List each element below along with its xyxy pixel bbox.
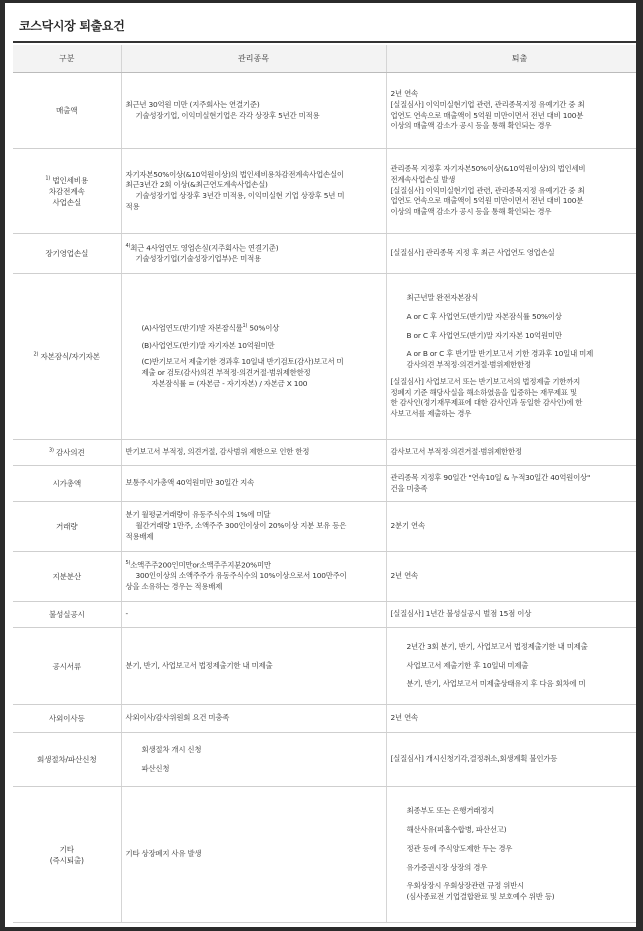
footnote-marker: 4) — [125, 242, 131, 249]
management-cell: $^{5)}$소액주주200인미만or소액주주지분20%미만 300인이상의 소액주주가 유동주식수의 10%이상으로서 100만주이 상을 소유하는 경우는 적용배제 — [121, 552, 386, 602]
footnote-marker: 1) — [45, 174, 51, 181]
header-delisting: 퇴출 — [386, 45, 636, 73]
table-row — [13, 234, 636, 274]
delisting-cell: 최종부도 또는 은행거래정지 해산사유(피흡수합병, 파산선고) 정관 등에 주식양도제한 두는 경우 유가증권시장 상장의 경우 우회상장시 우회상장관련 규정 위반시 (심사종료전 기업결합완료 및 보호예수 위반 등) — [386, 787, 636, 923]
management-cell: 자기자본50%이상(&10억원이상)의 법인세비용차감전계속사업손실이 최근3년간 2회 이상(&최근연도계속사업손실) 기술성장기업 상장후 3년간 미적용, 이익미실현 기업 상장후 5년 미 적용 — [121, 149, 386, 234]
row-category: $^{3)}$ 감사의견 — [13, 440, 121, 466]
table-row — [13, 73, 636, 149]
row-category: 기타 (즉시퇴출) — [13, 787, 121, 923]
table-row — [13, 440, 636, 466]
row-category: 사외이사등 — [13, 705, 121, 733]
row-category: 시가총액 — [13, 466, 121, 502]
table-row — [13, 628, 636, 705]
delisting-cell: [실질심사] 관리종목 지정 후 최근 사업연도 영업손실 — [386, 234, 636, 274]
delisting-cell: 2년 연속 — [386, 705, 636, 733]
management-cell: 회생절차 개시 신청 파산신청 — [121, 733, 386, 787]
row-category: 회생절차/파산신청 — [13, 733, 121, 787]
management-cell: $^{4)}$최근 4사업연도 영업손실(지주회사는 연결기준) 기술성장기업(기술성장기업부)은 미적용 — [121, 234, 386, 274]
delisting-cell: 2년간 3회 분기, 반기, 사업보고서 법정제출기한 내 미제출 사업보고서 제출기한 후 10일내 미제출 분기, 반기, 사업보고서 미제출상태유지 후 다음 회차에 미 — [386, 628, 636, 705]
management-cell: 반기보고서 부적정, 의견거절, 감사범위 제한으로 인한 한정 — [121, 440, 386, 466]
footnote-marker: 5) — [125, 560, 131, 567]
management-cell: 분기 월평균거래량이 유동주식수의 1%에 미달 월간거래량 1만주, 소액주주 300인이상이 20%이상 지분 보유 등은 적용배제 — [121, 502, 386, 552]
capital-erosion-condition: (A)사업연도(반기)말 자본잠식률$^{1)}$ 50%이상 — [141, 323, 280, 333]
row-category: 공시서류 — [13, 628, 121, 705]
title-divider — [13, 41, 636, 43]
management-cell: 보통주시가총액 40억원미만 30일간 지속 — [121, 466, 386, 502]
row-category: $^{2)}$ 자본잠식/자기자본 — [13, 274, 121, 440]
management-cell: 최근년 30억원 미만 (지주회사는 연결기준) 기술성장기업, 이익미실현기업은 각각 상장후 5년간 미적용 — [121, 73, 386, 149]
row-category: 매출액 — [13, 73, 121, 149]
delisting-requirements-table — [13, 45, 636, 923]
table-row — [13, 733, 636, 787]
delisting-cell: [실질심사] 1년간 불성실공시 벌점 15점 이상 — [386, 602, 636, 628]
header-management: 관리종목 — [121, 45, 386, 73]
table-row — [13, 149, 636, 234]
management-cell: 기타 상장폐지 사유 발생 — [121, 787, 386, 923]
delisting-cell: 감사보고서 부적정·의견거절·범위제한한정 — [386, 440, 636, 466]
table-row — [13, 466, 636, 502]
row-category: 거래량 — [13, 502, 121, 552]
table-row — [13, 787, 636, 923]
table-row — [13, 602, 636, 628]
delisting-cell: 2년 연속 — [386, 552, 636, 602]
management-cell: (A)사업연도(반기)말 자본잠식률$^{1)}$ 50%이상 (B)사업연도(반기)말 자기자본 10억원미만 (C)반기보고서 제출기한 경과후 10일내 반기검토(감사)보고서 미 제출 or 검토(감사)의견 부적정·의견거절·범위제한한정 자본잠식률 = (자본금 - 자기자본) / 자본금 X 100 — [121, 274, 386, 440]
page-title: 코스닥시장 퇴출요건 — [19, 19, 125, 33]
row-category: 불성실공시 — [13, 602, 121, 628]
table-row — [13, 502, 636, 552]
table-header-row — [13, 45, 636, 73]
management-cell: - — [121, 602, 386, 628]
footnote-marker: 2) — [33, 351, 39, 358]
table-row — [13, 705, 636, 733]
footnote-marker: 3) — [49, 447, 54, 454]
row-category: 지분분산 — [13, 552, 121, 602]
management-cell: 사외이사/감사위원회 요건 미충족 — [121, 705, 386, 733]
row-category: 장기영업손실 — [13, 234, 121, 274]
delisting-cell: 관리종목 지정후 자기자본50%이상(&10억원이상)의 법인세비 전계속사업손실 발생 [실질심사] 이익미실현기업 관련, 관리종목지정 유예기간 중 최 업연도 연속으로 매출액이 5억원 미만이면서 전년 대비 100분 이상의 매출액 감소가 공시 등을 통해 확인되는 경우 — [386, 149, 636, 234]
delisting-cell: 관리종목 지정후 90일간 "연속10일 & 누적30일간 40억원이상" 건을 미충족 — [386, 466, 636, 502]
delisting-cell: [실질심사] 개시신청기각,결정취소,회생계획 불인가등 — [386, 733, 636, 787]
delisting-cell: 2년 연속 [실질심사] 이익미실현기업 관련, 관리종목지정 유예기간 중 최 업연도 연속으로 매출액이 5억원 미만이면서 전년 대비 100분 이상의 매출액 감소가 공시 등을 통해 확인되는 경우 — [386, 73, 636, 149]
delisting-cell: 2분기 연속 — [386, 502, 636, 552]
header-category: 구분 — [13, 45, 121, 73]
row-category: $^{1)}$ 법인세비용 차감전계속 사업손실 — [13, 149, 121, 234]
table-row — [13, 552, 636, 602]
content-panel — [5, 3, 636, 927]
delisting-cell: 최근년말 완전자본잠식 A or C 후 사업연도(반기)말 자본잠식률 50%이상 B or C 후 사업연도(반기)말 자기자본 10억원미만 A or B or C 후 반기말 반기보고서 기한 경과후 10일내 미제 감사의견 부적정·의견거절·범위제한한정 [실질심사] 사업보고서 또는 반기보고서의 법정제출 기한까지 정폐지 기준 해당사실을 해소하였음을 입증하는 재무제표 및 한 감사인(정기재무제표에 대한 감사인과 동일한 감사인)에 한 사보고서를 제출하는 경우 — [386, 274, 636, 440]
management-cell: 분기, 반기, 사업보고서 법정제출기한 내 미제출 — [121, 628, 386, 705]
table-row — [13, 274, 636, 440]
